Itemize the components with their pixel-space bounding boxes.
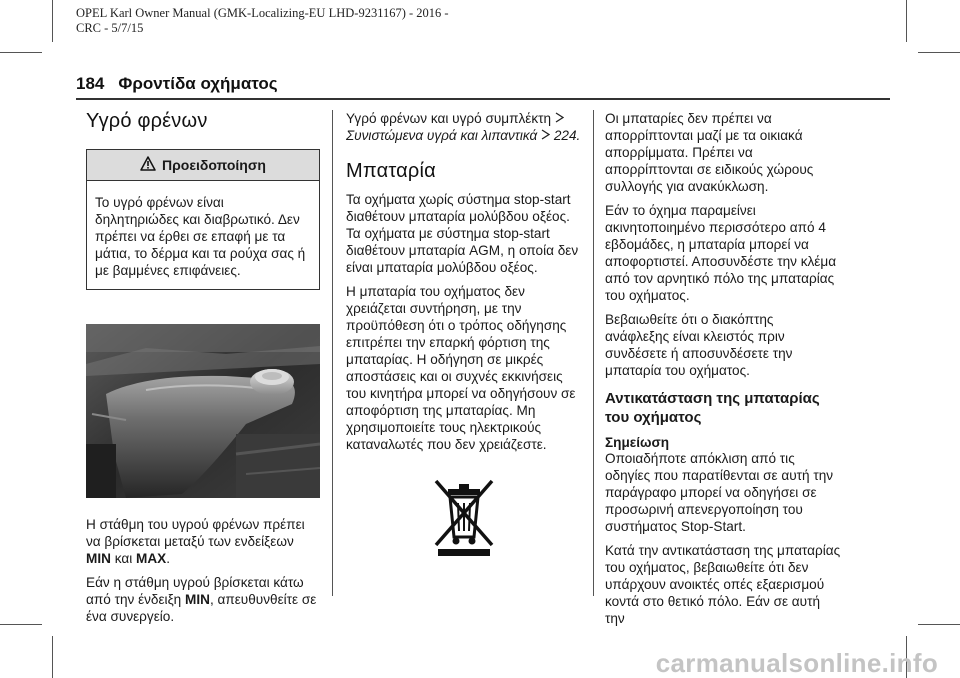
warning-text: Το υγρό φρένων είναι δηλητηριώδες και διαβρωτικό. Δεν πρέπει να έρθει σε επαφή με τα μάτια, το δέρμα και τα ρούχα σας ή με βαμμένες επιφάνειες. [95, 195, 306, 278]
low-level-paragraph [86, 574, 320, 625]
para-text: , απευθυνθείτε σε ένα συνεργείο. [86, 592, 317, 624]
column-divider [332, 110, 333, 596]
para-text: . [166, 551, 170, 566]
warning-box [86, 149, 320, 290]
page-reference-icon [541, 128, 550, 143]
page-reference-icon [555, 111, 564, 126]
crop-mark [0, 52, 42, 53]
column-2 [346, 110, 582, 557]
para-text: Εάν η στάθμη υγρού βρίσκεται κάτω από την ένδειξη [86, 575, 304, 607]
para-text: και [110, 551, 136, 566]
crossed-out-wheelie-bin-icon [428, 475, 500, 557]
brake-fluid-level-paragraph [86, 516, 320, 567]
crop-mark [0, 624, 42, 625]
ignition-off-paragraph: Βεβαιωθείτε ότι ο διακόπτης ανάφλεξης είναι κλειστός πριν συνδέσετε ή αποσυνδέσετε την μπαταρία του οχήματος. [605, 312, 793, 378]
crop-mark [906, 0, 907, 42]
crop-mark [918, 52, 960, 53]
battery-storage-paragraph: Εάν το όχημα παραμείνει ακινητοποιημένο περισσότερο από 4 εβδομάδες, η μπαταρία μπορεί να αποφορτιστεί. Αποσυνδέστε την κλέμα από τον αρνητικό πόλο της μπαταρίας του οχήματος. [605, 203, 837, 303]
warning-triangle-icon [140, 156, 156, 174]
column-divider [593, 110, 594, 596]
reference-dot: . [576, 128, 581, 143]
reference-link[interactable] [346, 128, 580, 143]
note-title: Σημείωση [605, 435, 670, 450]
crop-mark [52, 0, 53, 42]
reference-page: 224 [553, 128, 577, 143]
battery-replacement-paragraph: Κατά την αντικατάσταση της μπαταρίας του οχήματος, βεβαιωθείτε ότι δεν υπάρχουν ανοικτές οπές εξαερισμού κοντά στο θετικό πόλο. Εάν σε αυτή την [605, 543, 841, 626]
min-label: MIN [86, 551, 111, 566]
fluid-reference-paragraph [346, 110, 582, 144]
print-metadata-line2: CRC - 5/7/15 [76, 21, 144, 35]
running-header [76, 74, 278, 94]
header-rule [76, 98, 890, 100]
min-label: MIN [185, 592, 210, 607]
note-text: Οποιαδήποτε απόκλιση από τις οδηγίες που παρατίθενται σε αυτή την παράγραφο μπορεί να οδηγήσει σε προσωρινή απενεργοποίηση του συστήματος Stop-Start. [605, 451, 834, 534]
battery-replacement-heading: Αντικατάσταση της μπαταρίας του οχήματος [605, 390, 820, 426]
page-number: 184 [76, 74, 105, 93]
max-label: MAX [136, 551, 167, 566]
brake-fluid-reservoir-photo [86, 324, 320, 498]
watermark: carmanualsonline.info [655, 648, 938, 678]
warning-header [87, 150, 319, 181]
column-3 [605, 110, 841, 627]
battery-maintenance-paragraph: Η μπαταρία του οχήματος δεν χρειάζεται συντήρηση, με την προϋπόθεση ότι ο τρόπος οδήγησης επιτρέπει την επαρκή φόρτιση της μπαταρίας. Η οδήγηση σε μικρές αποστάσεις και οι συχνές εκκινήσεις του κινητήρα μπορεί να οδηγήσουν σε αποφόρτιση της μπαταρίας. Μη χρησιμοποιείτε τους ηλεκτρικούς καταναλωτές που δεν χρειάζεστε. [346, 284, 576, 452]
crop-mark [52, 636, 53, 678]
para-text: Υγρό φρένων και υγρό συμπλέκτη [346, 111, 555, 126]
chapter-title: Φροντίδα οχήματος [118, 74, 278, 93]
section-title-battery: Μπαταρία [346, 160, 436, 182]
print-metadata-line1: OPEL Karl Owner Manual (GMK-Localizing-EU LHD-9231167) - 2016 - [76, 6, 449, 20]
battery-disposal-paragraph: Οι μπαταρίες δεν πρέπει να απορρίπτονται μαζί με τα οικιακά απορρίμματα. Πρέπει να απορρίπτονται σε ειδικούς χώρους συλλογής για ανακύκλωση. [605, 111, 814, 194]
crop-mark [918, 624, 960, 625]
reference-text: Συνιστώμενα υγρά και λιπαντικά [346, 128, 542, 143]
battery-type-paragraph: Τα οχήματα χωρίς σύστημα stop-start διαθέτουν μπαταρία μολύβδου οξέος. Τα οχήματα με σύστημα stop-start διαθέτουν μπαταρία AGM, η οποία δεν είναι μπαταρία μολύβδου οξέος. [346, 192, 579, 275]
para-text: Η στάθμη του υγρού φρένων πρέπει να βρίσκεται μεταξύ των ενδείξεων [86, 517, 305, 549]
column-1 [86, 110, 320, 625]
print-metadata [76, 6, 449, 36]
warning-title: Προειδοποίηση [162, 157, 266, 173]
section-title-brake-fluid: Υγρό φρένων [86, 110, 208, 132]
